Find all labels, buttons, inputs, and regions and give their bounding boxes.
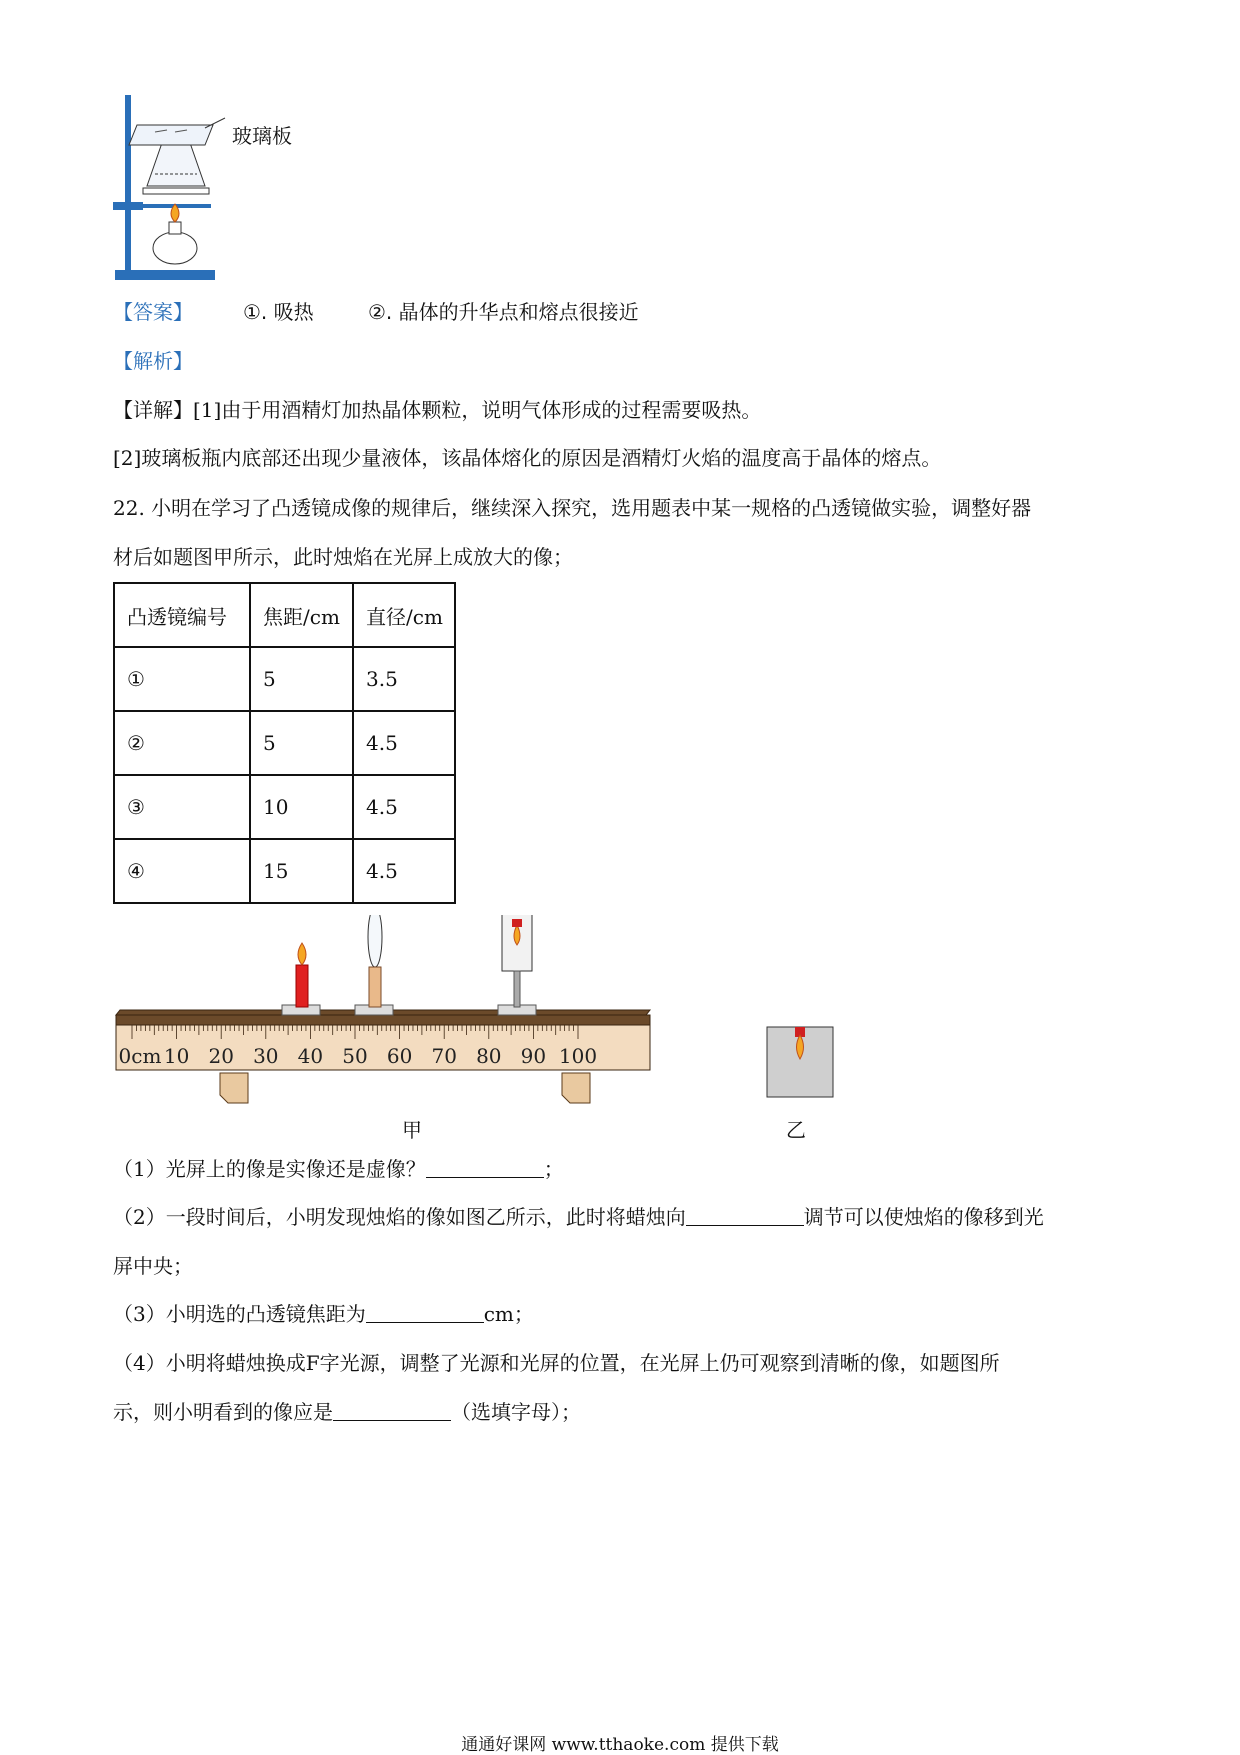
detail-line-2: [2]玻璃板瓶内底部还出现少量液体，该晶体熔化的原因是酒精灯火焰的温度高于晶体的熔点。 <box>113 446 942 470</box>
ruler-tick-label: 30 <box>253 1044 279 1068</box>
table-cell: 4.5 <box>353 839 455 903</box>
table-cell: ② <box>114 711 250 775</box>
sub-question-2-cont: 屏中央； <box>113 1254 193 1278</box>
sub-question-2 <box>113 1205 1044 1229</box>
ruler-tick-label: 40 <box>297 1044 324 1068</box>
ruler-tick-label: 80 <box>476 1044 502 1068</box>
q2-suffix: 调节可以使烛焰的像移到光 <box>803 1205 1044 1229</box>
table-cell: ③ <box>114 775 250 839</box>
question-line-1: 22. 小明在学习了凸透镜成像的规律后，继续深入探究，选用题表中某一规格的凸透镜做实验，调整好器 <box>113 496 1032 520</box>
table-cell: ① <box>114 647 250 711</box>
header-cell: 焦距/cm <box>250 583 353 647</box>
q1-suffix: ； <box>543 1157 564 1181</box>
question-line-2: 材后如题图甲所示，此时烛焰在光屏上成放大的像； <box>113 545 573 569</box>
table-cell: 4.5 <box>353 711 455 775</box>
lens-table <box>113 582 456 904</box>
page-footer: 通通好课网 www.tthaoke.com 提供下载 <box>461 1735 779 1755</box>
q4-blank[interactable] <box>333 1400 451 1421</box>
screen-image-figure <box>765 1025 835 1100</box>
table-cell: ④ <box>114 839 250 903</box>
ruler-tick-label: 0cm <box>118 1044 162 1068</box>
q2-blank[interactable] <box>686 1205 804 1226</box>
glass-plate-label: 玻璃板 <box>232 124 292 148</box>
detail-line-1: 【详解】[1]由于用酒精灯加热晶体颗粒，说明气体形成的过程需要吸热。 <box>113 398 762 422</box>
sub-question-3 <box>113 1302 534 1326</box>
q1-text: （1）光屏上的像是实像还是虚像？ <box>113 1157 426 1181</box>
q4-suffix: （选填字母）； <box>451 1400 581 1424</box>
header-cell: 直径/cm <box>353 583 455 647</box>
q3-text: （3）小明选的凸透镜焦距为 <box>113 1302 366 1326</box>
ruler-tick-label: 90 <box>520 1044 547 1068</box>
sub-question-1 <box>113 1157 564 1181</box>
header-cell: 凸透镜编号 <box>114 583 250 647</box>
ruler-tick-label: 100 <box>558 1044 598 1068</box>
q3-blank[interactable] <box>366 1302 484 1323</box>
sub-question-4: （4）小明将蜡烛换成F字光源，调整了光源和光屏的位置，在光屏上仍可观察到清晰的像，如题图所 <box>113 1351 1000 1375</box>
table-cell: 4.5 <box>353 775 455 839</box>
table-row <box>114 647 455 711</box>
table-row <box>114 775 455 839</box>
caption-yi: 乙 <box>786 1118 806 1142</box>
ruler-tick-label: 20 <box>208 1044 234 1068</box>
q4-text: 示，则小明看到的像应是 <box>113 1400 333 1424</box>
ruler-tick-label: 50 <box>342 1044 368 1068</box>
analysis-tag: 【解析】 <box>113 349 193 373</box>
optical-bench-figure <box>110 915 660 1110</box>
ruler-tick-label: 10 <box>163 1044 190 1068</box>
sub-question-4-cont <box>113 1400 581 1424</box>
ruler-tick-label: 70 <box>431 1044 457 1068</box>
answer-2: ②. 晶体的升华点和熔点很接近 <box>368 300 639 324</box>
table-header-row <box>114 583 455 647</box>
table-cell: 5 <box>250 711 353 775</box>
caption-jia: 甲 <box>402 1118 422 1142</box>
ruler-tick-label: 60 <box>386 1044 413 1068</box>
q2-text: （2）一段时间后，小明发现烛焰的像如图乙所示，此时将蜡烛向 <box>113 1205 686 1229</box>
table-cell: 15 <box>250 839 353 903</box>
q3-suffix: cm； <box>483 1302 534 1326</box>
table-row <box>114 711 455 775</box>
table-cell: 5 <box>250 647 353 711</box>
answer-tag: 【答案】 <box>113 300 193 324</box>
q1-blank[interactable] <box>426 1157 544 1178</box>
answer-1: ①. 吸热 <box>243 300 314 324</box>
table-cell: 10 <box>250 775 353 839</box>
table-cell: 3.5 <box>353 647 455 711</box>
table-row <box>114 839 455 903</box>
